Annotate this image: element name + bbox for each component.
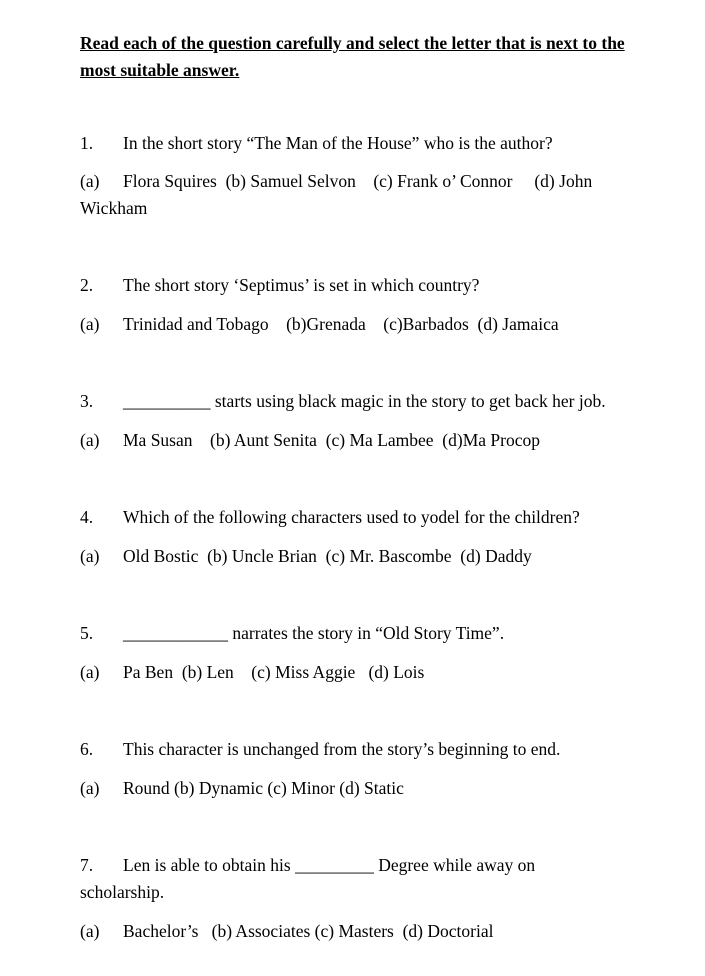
option-label: (a) <box>80 662 100 682</box>
question-4-options <box>80 543 660 570</box>
options-text: Round (b) Dynamic (c) Minor (d) Static <box>123 778 404 798</box>
question-5-options <box>80 659 660 686</box>
question-2 <box>80 272 660 299</box>
answer-blank: __________ <box>123 391 211 411</box>
option-label: (a) <box>80 921 100 941</box>
instructions-heading: Read each of the question carefully and select the letter that is next to the most suitable answer. <box>80 33 625 80</box>
question-5 <box>80 620 660 647</box>
option-label: (a) <box>80 778 100 798</box>
question-7-options <box>80 918 660 945</box>
answer-blank: ____________ <box>123 623 228 643</box>
question-6-options <box>80 775 660 802</box>
question-7 <box>80 852 660 879</box>
question-6 <box>80 736 660 763</box>
option-label: (a) <box>80 546 100 566</box>
options-text: Flora Squires (b) Samuel Selvon (c) Frank o’ Connor (d) John <box>123 171 593 191</box>
question-4 <box>80 504 660 531</box>
option-label: (a) <box>80 430 100 450</box>
options-text: Pa Ben (b) Len (c) Miss Aggie (d) Lois <box>123 662 425 682</box>
question-number: 3. <box>80 391 94 411</box>
question-2-options <box>80 311 660 338</box>
question-text: starts using black magic in the story to get back her job. <box>210 391 606 411</box>
options-text: Bachelor’s (b) Associates (c) Masters (d) Doctorial <box>123 921 494 941</box>
question-text: The short story ‘Septimus’ is set in which country? <box>123 275 480 295</box>
question-number: 4. <box>80 507 94 527</box>
option-label: (a) <box>80 171 100 191</box>
question-number: 2. <box>80 275 94 295</box>
question-number: 6. <box>80 739 94 759</box>
question-7-continued: scholarship. <box>80 882 165 902</box>
question-number: 1. <box>80 133 94 153</box>
option-label: (a) <box>80 314 100 334</box>
options-text: Trinidad and Tobago (b)Grenada (c)Barbados (d) Jamaica <box>123 314 559 334</box>
question-text: narrates the story in “Old Story Time”. <box>228 623 505 643</box>
question-3 <box>80 388 660 415</box>
question-text: In the short story “The Man of the House” who is the author? <box>123 133 553 153</box>
question-text-after: Degree while away on <box>373 855 536 875</box>
question-3-options <box>80 427 660 454</box>
question-1-options-continued: Wickham <box>80 198 148 218</box>
options-text: Ma Susan (b) Aunt Senita (c) Ma Lambee (d)Ma Procop <box>123 430 540 450</box>
answer-blank: _________ <box>295 855 374 875</box>
question-text: Which of the following characters used to yodel for the children? <box>123 507 580 527</box>
question-1-options <box>80 168 660 195</box>
question-number: 7. <box>80 855 94 875</box>
question-text-before: Len is able to obtain his <box>123 855 296 875</box>
question-text: This character is unchanged from the story’s beginning to end. <box>123 739 561 759</box>
question-number: 5. <box>80 623 94 643</box>
question-1 <box>80 130 660 157</box>
options-text: Old Bostic (b) Uncle Brian (c) Mr. Bascombe (d) Daddy <box>123 546 532 566</box>
